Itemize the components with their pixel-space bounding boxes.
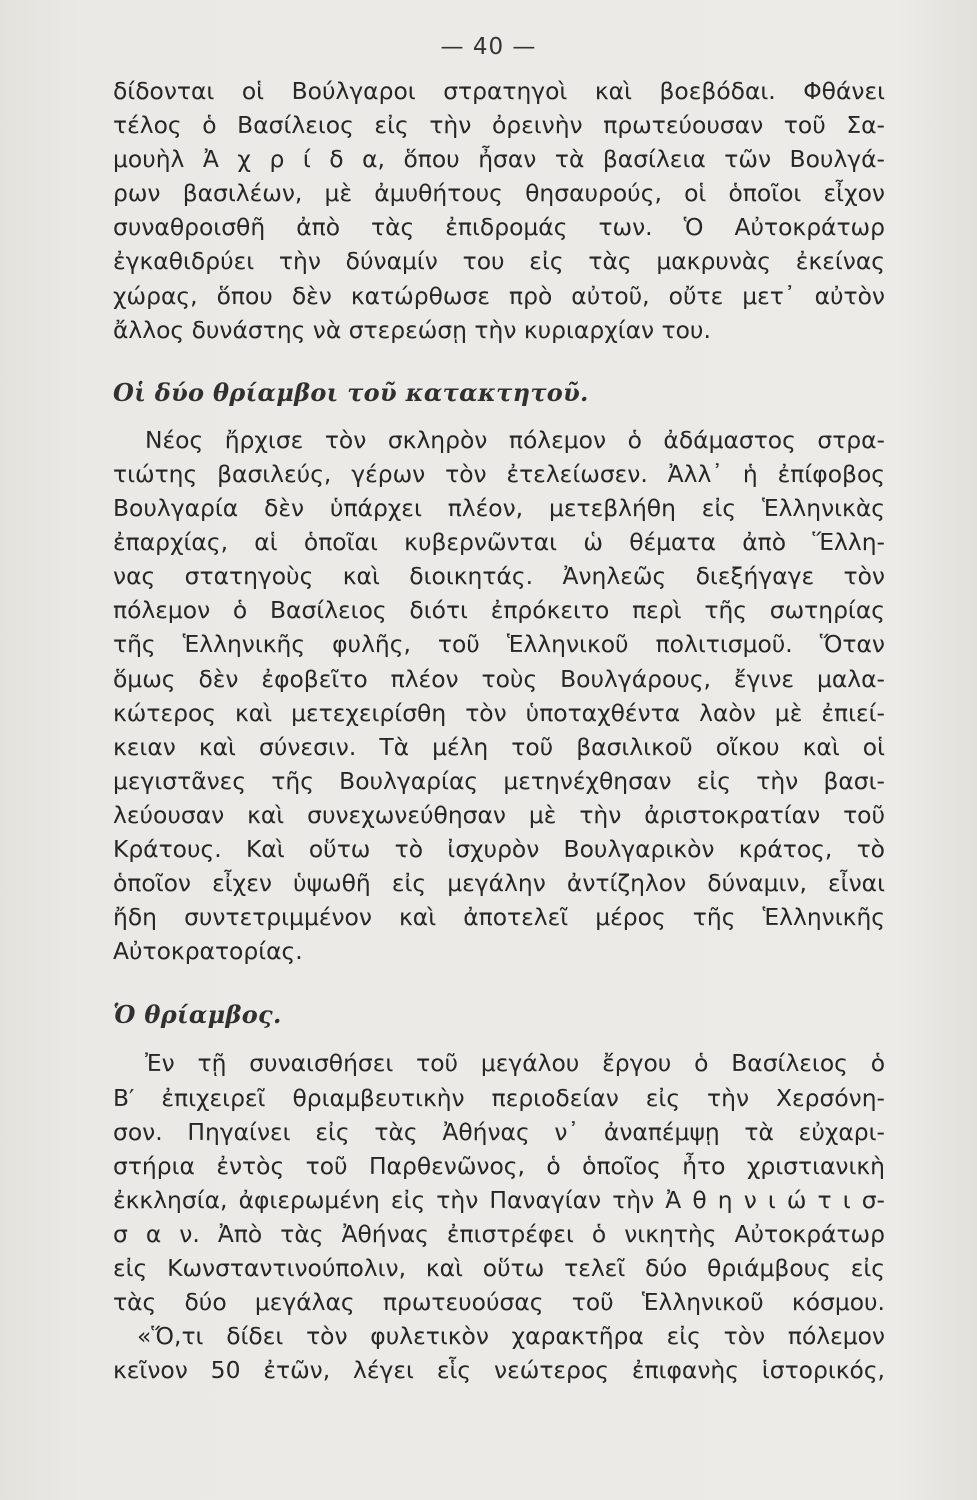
text-line: χώρας, ὅπου δὲν κατώρθωσε πρὸ αὐτοῦ, οὔτε μετ᾽ αὐτὸν <box>113 281 885 310</box>
text-line: σ α ν. Ἀπὸ τὰς Ἀθήνας ἐπιστρέφει ὁ νικητὴς Αὐτοκράτωρ <box>113 1219 885 1248</box>
text-line: ἐπαρχίας, αἱ ὁποῖαι κυβερνῶνται ὡ θέματα ἀπὸ Ἕλλη- <box>113 528 885 557</box>
paragraph-1 <box>113 74 885 347</box>
text-line: τιώτης βασιλεύς, γέρων τὸν ἐτελείωσεν. Ἀλλ᾽ ἡ ἐπίφοβος <box>113 459 885 488</box>
text-line: κώτερος καὶ μετεχειρίσθη τὸν ὑποταχθέντα λαὸν μὲ ἐπιεί- <box>113 698 885 727</box>
text-line: Κράτους. Καὶ οὕτω τὸ ἰσχυρὸν Βουλγαρικὸν κράτος, τὸ <box>113 834 885 863</box>
paragraph-2 <box>113 423 885 969</box>
text-line: κεῖνον 50 ἐτῶν, λέγει εἷς νεώτερος ἐπιφανὴς ἱστορικός, <box>113 1356 885 1385</box>
text-line: κειαν καὶ σύνεσιν. Τὰ μέλη τοῦ βασιλικοῦ οἴκου καὶ οἱ <box>113 732 885 761</box>
page-number: — 40 — <box>440 34 537 60</box>
text-line: «Ὅ,τι δίδει τὸν φυλετικὸν χαρακτῆρα εἰς τὸν πόλεμον <box>137 1322 885 1351</box>
text-line: σον. Πηγαίνει εἰς τὰς Ἀθήνας ν᾽ ἀναπέμψῃ τὰ εὐχαρι- <box>113 1117 885 1146</box>
text-line: πόλεμον ὁ Βασίλειος διότι ἐπρόκειτο περὶ τῆς σωτηρίας <box>113 596 885 625</box>
text-line: ὁποῖον εἶχεν ὑψωθῆ εἰς μεγάλην ἀντίζηλον δύναμιν, εἶναι <box>113 869 885 898</box>
section-heading-triumphs: Οἱ δύο θρίαμβοι τοῦ κατακτητοῦ. <box>113 377 589 407</box>
text-line: δίδονται οἱ Βούλγαροι στρατηγοὶ καὶ βοεβόδαι. Φθάνει <box>113 77 885 105</box>
text-line: λεύουσαν καὶ συνεχωνεύθησαν μὲ τὴν ἀριστοκρατίαν τοῦ <box>113 800 885 829</box>
text-line: ἐγκαθιδρύει τὴν δύναμίν του εἰς τὰς μακρυνὰς ἐκείνας <box>113 247 885 276</box>
text-line: Νέος ἤρχισε τὸν σκληρὸν πόλεμον ὁ ἀδάμαστος στρα- <box>145 425 885 454</box>
text-line: μουὴλ Ἀ χ ρ ί δ α, ὅπου ἦσαν τὰ βασίλεια τῶν Βουλγά- <box>113 145 885 174</box>
text-line: Αὐτοκρατορίας. <box>113 937 303 966</box>
text-line: τὰς δύο μεγάλας πρωτευούσας τοῦ Ἑλληνικοῦ κόσμου. <box>113 1288 885 1317</box>
text-line: τῆς Ἑλληνικῆς φυλῆς, τοῦ Ἑλληνικοῦ πολιτισμοῦ. Ὅταν <box>113 630 885 659</box>
text-line: Β′ ἐπιχειρεῖ θριαμβευτικὴν περιοδείαν εἰς τὴν Χερσόνη- <box>113 1083 885 1112</box>
text-line: συναθροισθῆ ἀπὸ τὰς ἐπιδρομάς των. Ὁ Αὐτοκράτωρ <box>113 213 885 242</box>
text-line: ἄλλος δυνάστης νὰ στερεώσῃ τὴν κυριαρχίαν του. <box>113 315 711 344</box>
paragraph-3 <box>113 1046 885 1319</box>
page-body <box>113 74 885 1387</box>
text-line: τέλος ὁ Βασίλειος εἰς τὴν ὀρεινὴν πρωτεύουσαν τοῦ Σα- <box>113 111 885 140</box>
section-heading-triumph: Ὁ θρίαμβος. <box>113 1000 282 1030</box>
paragraph-4 <box>113 1319 885 1387</box>
text-line: ὅμως δὲν ἐφοβεῖτο πλέον τοὺς Βουλγάρους, ἔγινε μαλα- <box>113 664 885 693</box>
text-line: Βουλγαρία δὲν ὑπάρχει πλέον, μετεβλήθη εἰς Ἑλληνικὰς <box>113 494 885 523</box>
text-line: ρων βασιλέων, μὲ ἀμυθήτους θησαυρούς, οἱ ὁποῖοι εἶχον <box>113 179 885 208</box>
text-line: μεγιστᾶνες τῆς Βουλγαρίας μετηνέχθησαν εἰς τὴν βασι- <box>113 766 885 795</box>
text-line: ἤδη συντετριμμένον καὶ ἀποτελεῖ μέρος τῆς Ἑλληνικῆς <box>113 903 885 932</box>
text-line: νας στατηγοὺς καὶ διοικητάς. Ἀνηλεῶς διεξήγαγε τὸν <box>113 562 885 591</box>
text-line: ἐκκλησία, ἀφιερωμένη εἰς τὴν Παναγίαν τὴν Ἀ θ η ν ι ώ τ ι σ- <box>113 1185 885 1214</box>
text-line: εἰς Κωνσταντινούπολιν, καὶ οὕτω τελεῖ δύο θριάμβους εἰς <box>113 1254 885 1282</box>
text-line: Ἐν τῇ συναισθήσει τοῦ μεγάλου ἔργου ὁ Βασίλειος ὁ <box>145 1049 885 1078</box>
text-line: στήρια ἐντὸς τοῦ Παρθενῶνος, ὁ ὁποῖος ἦτο χριστιανικὴ <box>113 1151 885 1180</box>
